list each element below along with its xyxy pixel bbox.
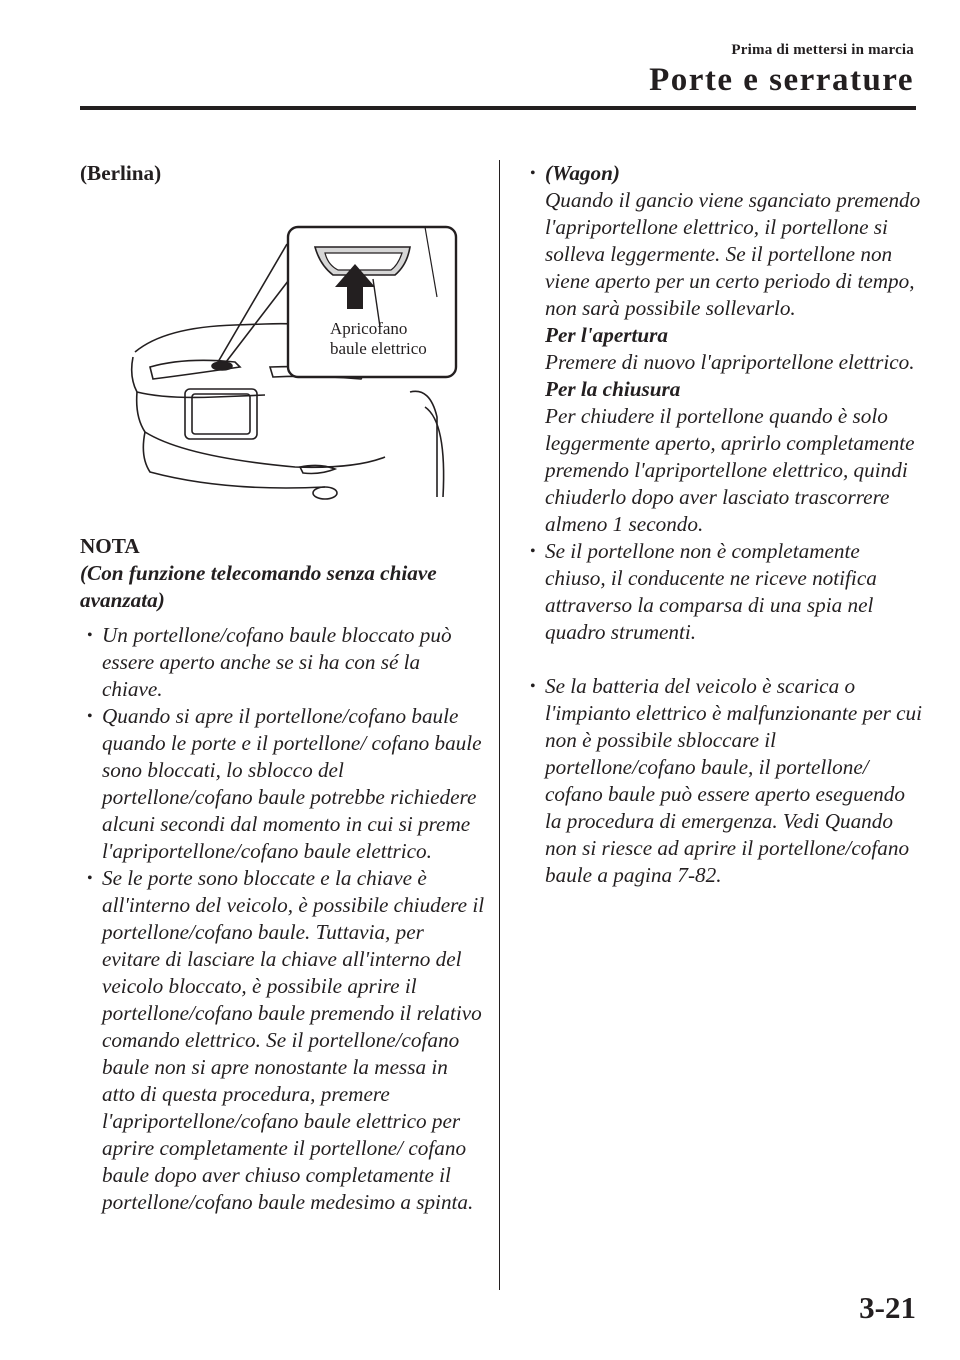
close-heading: Per la chiusura — [545, 377, 681, 401]
header-section-title: Prima di mettersi in marcia — [731, 42, 914, 58]
list-item: • Quando si apre il portellone/cofano baule quando le porte e il portellone/ cofano baule sono bloccati, lo sblocco del portellone/cofano baule potrebbe richiedere alcuni secondi dal momento in cui si preme l'apriportellone/cofano baule elettrico. — [87, 704, 482, 863]
list-item: • (Wagon) Quando il gancio viene sganciato premendo l'apriportellone elettrico, il portellone si solleva leggermente. Se il portellone non viene aperto per un certo periodo di tempo, non sarà possibile sollevarlo. Per l'apertura Premere di nuovo l'apriportellone elettrico. Per la chiusura Per chiudere il portellone quando è solo leggermente aperto, aprirlo completamente premendo l'apriportellone elettrico, quindi chiuderlo dopo aver lasciato trascorrere almeno 1 secondo. — [523, 160, 923, 538]
figure-callout-label: Apricofano baule elettrico — [330, 319, 427, 358]
trunk-opener-figure — [125, 217, 460, 507]
wagon-heading: (Wagon) — [545, 161, 620, 185]
list-item: • Un portellone/cofano baule bloccato può essere aperto anche se si ha con sé la chiave. — [87, 623, 452, 701]
list-item: • Se la batteria del veicolo è scarica o l'impianto elettrico è malfunzionante per cui non è possibile sbloccare il portellone/cofano baule, il portellone/ cofano baule può essere aperto eseguendo la procedura di emergenza. Vedi Quando non si riesce ad aprire il portellone/cofano baule a pagina 7-82. — [530, 674, 923, 887]
header-rule — [80, 106, 916, 110]
close-text: Per chiudere il portellone quando è solo leggermente aperto, aprirlo completamente premendo l'apriportellone elettrico, quindi chiuderlo dopo aver lasciato trascorrere almeno 1 secondo. — [545, 404, 915, 536]
open-heading: Per l'apertura — [545, 323, 669, 347]
column-divider — [499, 160, 500, 1290]
right-bullet-list-2 — [523, 673, 923, 889]
page-title: Porte e serrature — [649, 62, 914, 98]
note-title: NOTA — [80, 534, 140, 558]
car-rear-illustration — [125, 217, 460, 507]
note-subtitle: (Con funzione telecomando senza chiave avanzata) — [80, 561, 437, 612]
list-item: • Se le porte sono bloccate e la chiave è all'interno del veicolo, è possibile chiudere il portellone/cofano baule. Tuttavia, per evitare di lasciare la chiave all'interno del veicolo bloccato, è possibile aprire il portellone/cofano baule premendo il relativo comando elettrico. Se il portellone/cofano baule non si apre nonostante la messa in atto di questa procedura, premere l'apriportellone/cofano baule elettrico per aprire completamente il portellone/ cofano baule dopo aver chiuso completamente il portellone/cofano baule medesimo a spinta. — [87, 866, 485, 1214]
right-bullet-list — [523, 160, 923, 646]
left-column — [80, 160, 485, 1216]
wagon-text: Quando il gancio viene sganciato premendo l'apriportellone elettrico, il portellone si solleva leggermente. Se il portellone non viene aperto per un certo periodo di tempo, non sarà possibile sollevarlo. — [545, 188, 921, 320]
open-text: Premere di nuovo l'apriportellone elettrico. — [545, 350, 915, 374]
list-item: • Se il portellone non è completamente chiuso, il conducente ne riceve notifica attraverso la comparsa di una spia nel quadro strumenti. — [530, 539, 877, 644]
page-number: 3-21 — [859, 1290, 916, 1325]
note-bullet-list — [80, 622, 485, 1216]
section-heading-berlina: (Berlina) — [80, 161, 162, 185]
right-column — [523, 160, 923, 889]
